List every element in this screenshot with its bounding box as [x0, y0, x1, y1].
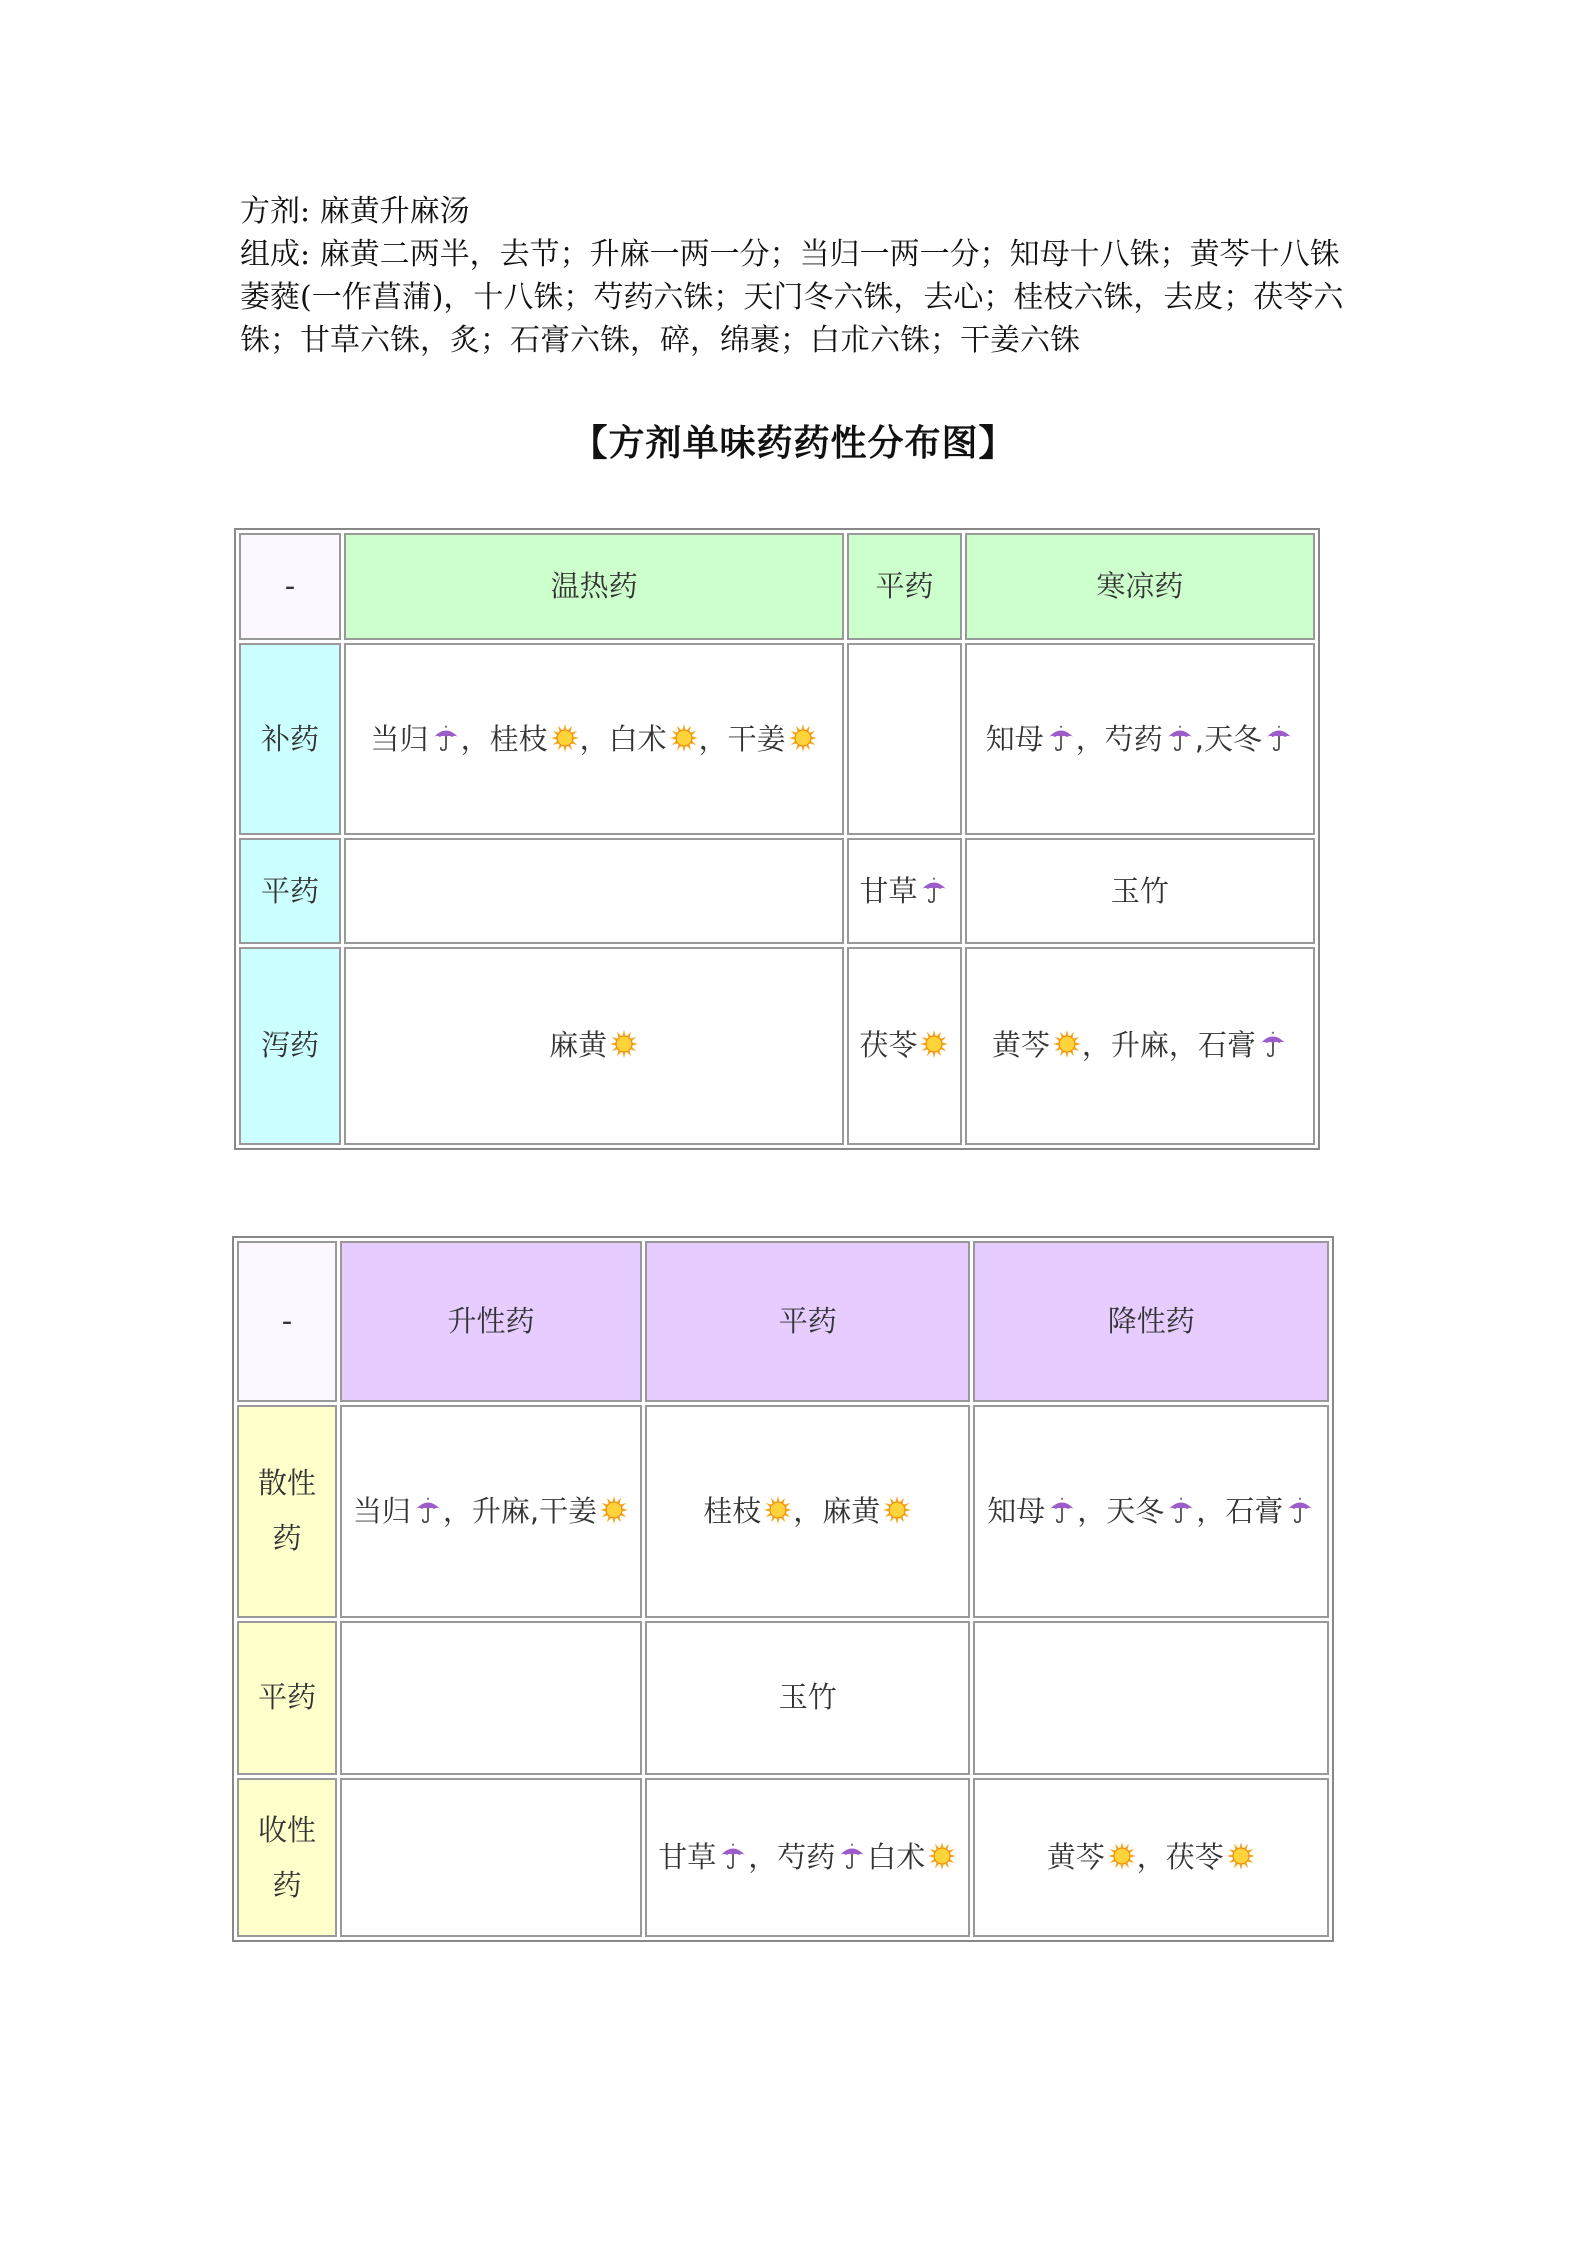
drug-name: 天冬	[1106, 1493, 1165, 1528]
cell	[645, 1778, 971, 1937]
drug-item	[867, 1840, 957, 1874]
row-label-tonify: 补药	[239, 643, 341, 835]
drug-name: 石膏	[1197, 1028, 1256, 1063]
drug-item	[859, 874, 949, 908]
temperature-header-row	[239, 533, 1315, 640]
drug-item	[1198, 1028, 1288, 1062]
separator: ，	[698, 721, 728, 756]
drug-item	[472, 1494, 530, 1528]
sun-icon	[927, 1841, 957, 1871]
temperature-table	[234, 528, 1320, 1150]
umbrella-icon	[919, 875, 949, 905]
separator: ，	[1075, 721, 1105, 756]
drug-item	[609, 722, 699, 756]
separator: ，	[1196, 1493, 1226, 1528]
cell	[645, 1405, 971, 1618]
umbrella-icon	[413, 1495, 443, 1525]
cell	[965, 643, 1315, 835]
drug-name: 麻黄	[549, 1028, 608, 1063]
row-label-neutral: 平药	[237, 1621, 337, 1776]
drug-name: 桂枝	[489, 721, 548, 756]
cell	[973, 1405, 1329, 1618]
umbrella-icon	[1046, 723, 1076, 753]
drug-name: 茯苓	[1165, 1840, 1224, 1875]
umbrella-icon	[1258, 1029, 1288, 1059]
separator: ，	[1168, 1028, 1198, 1063]
drug-item	[777, 1840, 867, 1874]
table-corner: -	[237, 1241, 337, 1402]
table-row	[237, 1778, 1329, 1937]
row-label-purge: 泻药	[239, 947, 341, 1145]
separator: ，	[1136, 1840, 1166, 1875]
table-row	[239, 838, 1315, 943]
drug-name: 干姜	[539, 1493, 598, 1528]
separator: ，	[442, 1493, 472, 1528]
separator: ,	[529, 1493, 540, 1528]
cell	[344, 643, 844, 835]
direction-table	[232, 1236, 1334, 1942]
table-row	[239, 947, 1315, 1145]
sun-icon	[919, 1029, 949, 1059]
drug-item	[1047, 1840, 1137, 1874]
umbrella-icon	[1166, 1495, 1196, 1525]
umbrella-icon	[1047, 1495, 1077, 1525]
drug-item	[353, 1494, 443, 1528]
drug-item	[992, 1028, 1082, 1062]
drug-item	[1166, 1840, 1256, 1874]
formula-info	[240, 190, 1370, 362]
drug-name: 白术	[867, 1840, 926, 1875]
drug-name: 麻黄	[822, 1493, 881, 1528]
cell	[847, 643, 962, 835]
drug-name: 石膏	[1225, 1493, 1284, 1528]
sun-icon	[1226, 1841, 1256, 1871]
drug-item	[1106, 1494, 1196, 1528]
table-corner: -	[239, 533, 341, 640]
formula-name: 麻黄升麻汤	[319, 194, 470, 229]
umbrella-icon	[718, 1841, 748, 1871]
umbrella-icon	[1264, 723, 1294, 753]
drug-name: 甘草	[859, 873, 918, 908]
formula-name-line	[240, 190, 1360, 233]
header-descending: 降性药	[973, 1241, 1329, 1402]
sun-icon	[1052, 1029, 1082, 1059]
formula-composition-line	[240, 233, 1370, 362]
drug-name: 知母	[985, 721, 1044, 756]
drug-item	[658, 1840, 748, 1874]
drug-item	[539, 1494, 629, 1528]
row-label-neutral: 平药	[239, 838, 341, 943]
drug-item	[371, 722, 461, 756]
drug-item	[728, 722, 818, 756]
separator: ，	[1077, 1493, 1107, 1528]
drug-name: 升麻	[1110, 1028, 1169, 1063]
sun-icon	[882, 1495, 912, 1525]
cell	[340, 1778, 642, 1937]
separator: ，	[460, 721, 490, 756]
sun-icon	[609, 1029, 639, 1059]
cell	[645, 1621, 971, 1776]
cell	[847, 838, 962, 943]
drug-item	[703, 1494, 793, 1528]
umbrella-icon	[431, 723, 461, 753]
sun-icon	[1107, 1841, 1137, 1871]
cell	[344, 947, 844, 1145]
cell	[965, 947, 1315, 1145]
separator: ，	[748, 1840, 778, 1875]
drug-name: 玉竹	[1110, 873, 1169, 908]
umbrella-icon	[837, 1841, 867, 1871]
umbrella-icon	[1165, 723, 1195, 753]
formula-name-label: 方剂:	[240, 194, 311, 229]
drug-name: 当归	[352, 1493, 411, 1528]
drug-item	[1111, 1028, 1169, 1062]
sun-icon	[669, 723, 699, 753]
drug-item	[987, 1494, 1077, 1528]
table-row	[237, 1405, 1329, 1618]
header-cold: 寒凉药	[965, 533, 1315, 640]
cell	[344, 838, 844, 943]
row-label-astringing: 收性药	[237, 1778, 337, 1937]
separator: ，	[1081, 1028, 1111, 1063]
drug-name: 知母	[987, 1493, 1046, 1528]
header-warm: 温热药	[344, 533, 844, 640]
cell	[965, 838, 1315, 943]
drug-item	[986, 722, 1076, 756]
cell	[340, 1405, 642, 1618]
cell	[973, 1778, 1329, 1937]
drug-name: 甘草	[658, 1840, 717, 1875]
drug-name: 天冬	[1203, 721, 1262, 756]
drug-item	[490, 722, 580, 756]
direction-header-row	[237, 1241, 1329, 1402]
drug-item	[1111, 874, 1169, 908]
drug-name: 桂枝	[703, 1493, 762, 1528]
cell	[973, 1621, 1329, 1776]
separator: ，	[793, 1493, 823, 1528]
header-neutral: 平药	[847, 533, 962, 640]
sun-icon	[550, 723, 580, 753]
drug-name: 黄芩	[991, 1028, 1050, 1063]
composition-label: 组成:	[240, 237, 311, 272]
separator: ,	[1194, 721, 1204, 756]
header-ascending: 升性药	[340, 1241, 642, 1402]
drug-name: 当归	[370, 721, 429, 756]
drug-name: 白术	[608, 721, 667, 756]
drug-name: 升麻	[471, 1493, 530, 1528]
drug-name: 干姜	[727, 721, 786, 756]
cell	[847, 947, 962, 1145]
cell	[340, 1621, 642, 1776]
drug-name: 玉竹	[778, 1680, 837, 1715]
drug-name: 黄芩	[1046, 1840, 1105, 1875]
header-neutral: 平药	[645, 1241, 971, 1402]
table-row	[239, 643, 1315, 835]
sun-icon	[599, 1495, 629, 1525]
drug-name: 茯苓	[859, 1028, 918, 1063]
drug-item	[1204, 722, 1294, 756]
drug-item	[1225, 1494, 1315, 1528]
drug-item	[859, 1028, 949, 1062]
drug-name: 芍药	[777, 1840, 836, 1875]
row-label-dispersing: 散性药	[237, 1405, 337, 1618]
drug-name: 芍药	[1104, 721, 1163, 756]
umbrella-icon	[1285, 1495, 1315, 1525]
drug-item	[549, 1028, 639, 1062]
separator: ，	[579, 721, 609, 756]
drug-item	[822, 1494, 912, 1528]
composition-text: 麻黄二两半，去节；升麻一两一分；当归一两一分；知母十八铢；黄芩十八铢 萎蕤(一作菖蒲)，十八铢；芍药六铢；天门冬六铢，去心；桂枝六铢，去皮；茯苓六铢；甘草六铢，炙；石膏六铢，碎，绵裹；白朮六铢；干姜六铢	[240, 237, 1370, 358]
sun-icon	[763, 1495, 793, 1525]
drug-item	[1105, 722, 1195, 756]
table-row	[237, 1621, 1329, 1776]
page-title: 【方剂单味药药性分布图】	[571, 422, 1016, 464]
drug-item	[779, 1680, 837, 1714]
sun-icon	[788, 723, 818, 753]
